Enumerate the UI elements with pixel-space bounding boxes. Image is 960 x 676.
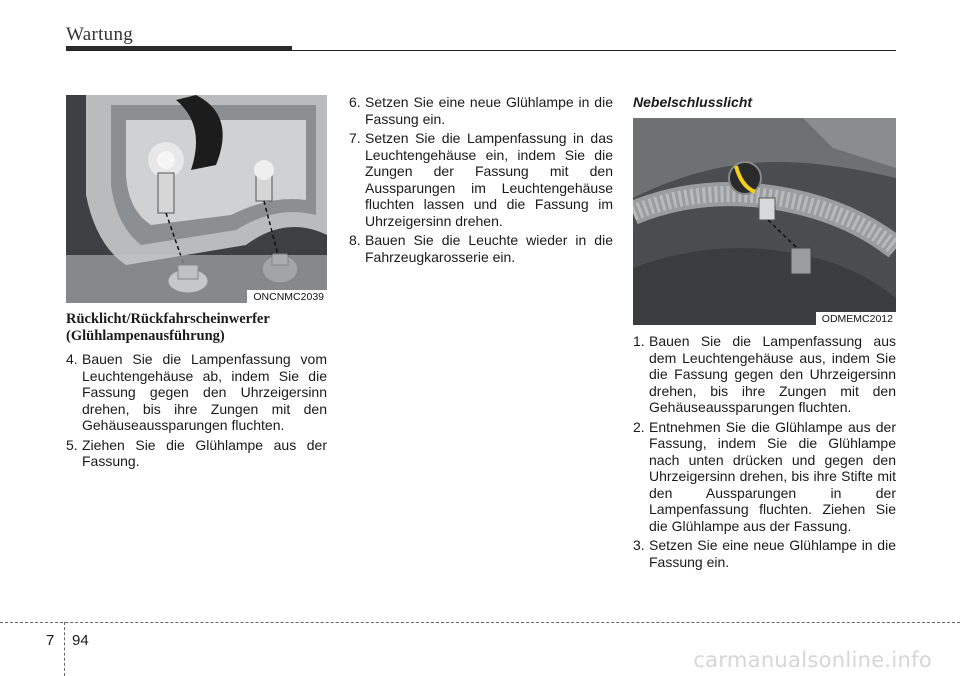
page-number: 94 xyxy=(72,632,89,649)
step-number: 5. xyxy=(66,436,78,453)
watermark-text: carmanualsonline.info xyxy=(693,648,932,672)
instruction-step xyxy=(349,130,613,229)
step-text: Ziehen Sie die Glühlampe aus der Fassung. xyxy=(82,436,327,469)
instruction-step xyxy=(633,537,896,570)
figure-code-label: ONCNMC2039 xyxy=(247,290,327,303)
heading-line: Rücklicht/Rückfahrscheinwerfer xyxy=(66,311,270,327)
instruction-step xyxy=(633,333,896,416)
figure-tail-lamp-photo xyxy=(66,95,327,303)
step-text: Bauen Sie die Leuchte wieder in die Fahrzeugkarosserie ein. xyxy=(365,232,613,265)
section-title: Wartung xyxy=(66,24,134,45)
fog-lamp-heading: Nebelschlusslicht xyxy=(633,94,753,110)
step-text: Setzen Sie die Lampenfassung in das Leuchtengehäuse ein, indem Sie die Zungen der Fassung mit den Aussparungen im Leuchtengehäuse fluchten lassen und die Fassung im Uhrzeigersinn drehen. xyxy=(365,130,613,229)
heading-line: (Glühlampenausführung) xyxy=(66,328,225,344)
step-text: Setzen Sie eine neue Glühlampe in die Fassung ein. xyxy=(365,94,613,127)
step-number: 6. xyxy=(349,94,361,110)
instruction-step xyxy=(633,419,896,535)
step-number: 3. xyxy=(633,537,645,553)
step-number: 4. xyxy=(66,351,78,367)
instruction-step xyxy=(66,351,327,434)
step-number: 2. xyxy=(633,418,645,435)
step-text: Setzen Sie eine neue Glühlampe in die Fassung ein. xyxy=(649,537,896,570)
fog-lamp-illustration xyxy=(633,118,896,325)
step-text: Bauen Sie die Lampenfassung vom Leuchtengehäuse ab, indem Sie die Fassung gegen den Uhrzeigersinn drehen, bis ihre Zungen mit den Gehäuseaussparungen fluchten. xyxy=(82,351,327,433)
subsection-heading xyxy=(66,311,327,345)
footer-page-divider xyxy=(64,622,65,676)
figure-code-label: ODMEMC2012 xyxy=(816,312,896,325)
step-number: 1. xyxy=(633,333,645,349)
step-number: 8. xyxy=(349,232,361,248)
tail-lamp-illustration xyxy=(66,95,327,303)
footer-divider xyxy=(0,622,960,623)
left-text-column xyxy=(66,311,327,473)
right-text-column xyxy=(633,333,896,573)
instruction-step xyxy=(349,94,613,127)
step-text: Bauen Sie die Lampenfassung aus dem Leuchtengehäuse aus, indem Sie die Fassung gegen den Uhrzeigersinn drehen, bis ihre Zungen mit den Gehäuseaussparungen fluchten. xyxy=(649,333,896,415)
figure-fog-lamp-photo xyxy=(633,118,896,325)
instruction-step xyxy=(66,437,327,470)
instruction-step xyxy=(349,232,613,265)
header-rule xyxy=(66,50,896,51)
step-number: 7. xyxy=(349,130,361,146)
chapter-number: 7 xyxy=(46,632,55,649)
middle-text-column xyxy=(349,94,613,268)
step-text: Entnehmen Sie die Glühlampe aus der Fassung, indem Sie die Glühlampe nach unten drücken und gegen den Uhrzeigersinn drehen, bis ihre Stifte mit den Aussparungen in der Lampenfassung fluchten. Ziehen Sie die Glühlampe aus der Fassung. xyxy=(649,418,896,534)
